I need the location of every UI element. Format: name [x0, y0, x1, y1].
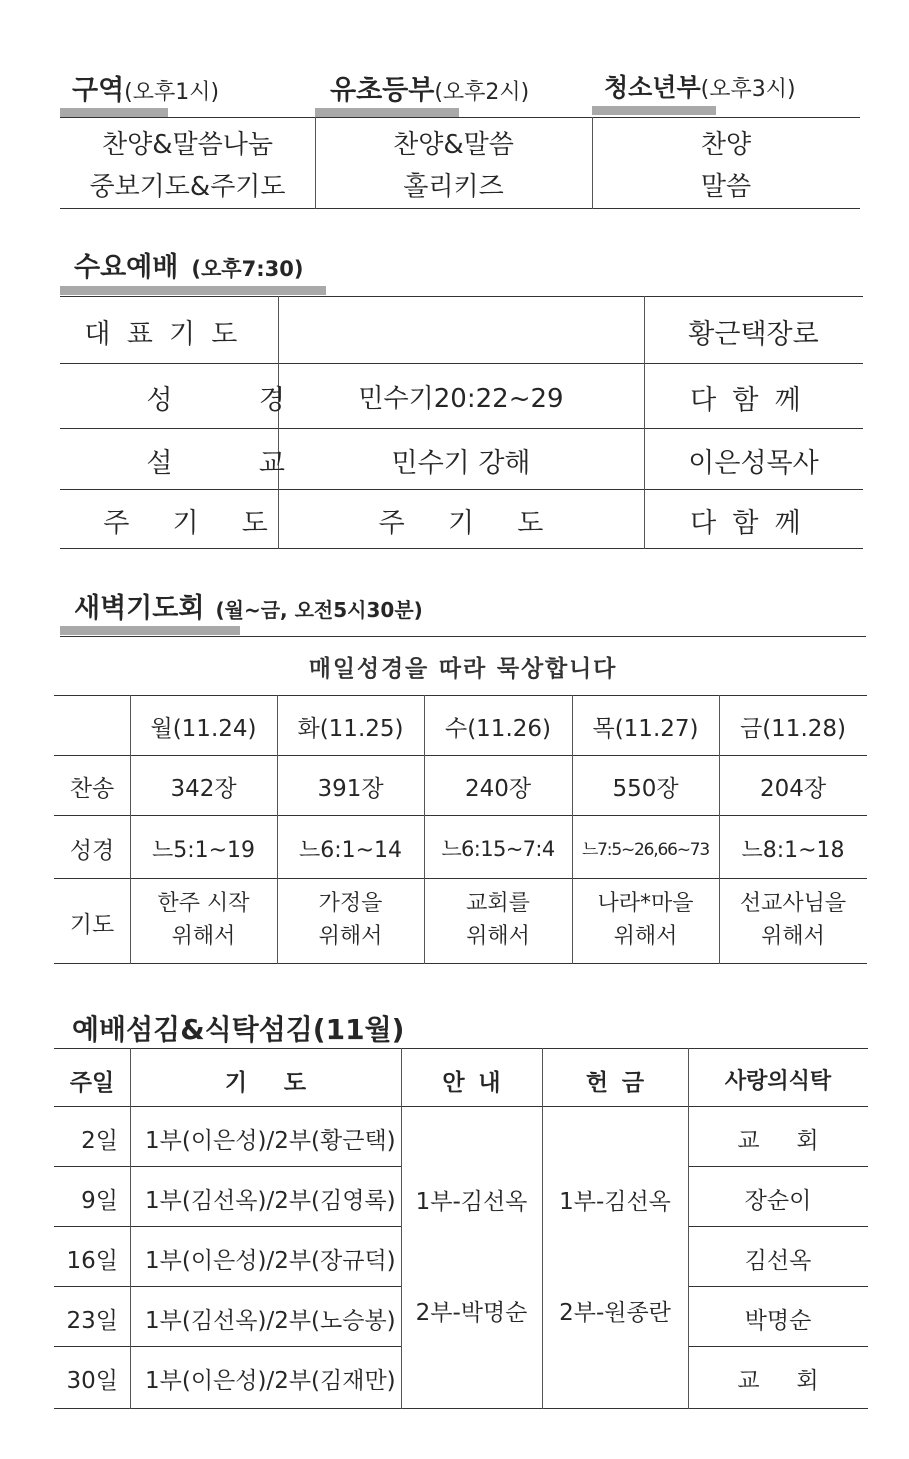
dawn-prayer-4-line-2: 위해서	[613, 924, 678, 949]
dawn-scripture-5: 느8:1~18	[741, 838, 845, 863]
group-col-2-title: 유초등부	[330, 75, 435, 106]
group-col-2-line-1: 찬양&말씀	[393, 130, 514, 160]
service-header-offering: 헌금	[585, 1070, 658, 1096]
service-header-table: 사랑의식탁	[724, 1069, 832, 1094]
dawn-prayer-1-line-1: 한주 시작	[157, 891, 250, 916]
group-col-3-time: (오후3시)	[700, 77, 796, 102]
dawn-scripture-label: 성경	[69, 838, 115, 864]
service-title: 예배섬김&식탁섬김(11월)	[72, 1013, 405, 1046]
dawn-prayer-2-line-2: 위해서	[318, 924, 383, 949]
service-week-5-prayer: 1부(이은성)/2부(김재만)	[145, 1368, 396, 1394]
service-header-date: 주일	[69, 1070, 115, 1096]
group-col-1-heading	[72, 68, 219, 107]
dawn-banner: 매일성경을 따라 묵상합니다	[308, 656, 618, 682]
dawn-day-4: 목(11.27)	[592, 716, 699, 742]
dawn-hymn-4: 550장	[612, 776, 679, 802]
service-guide-second: 2부-박명순	[415, 1300, 528, 1326]
wednesday-row-3-person: 이은성목사	[688, 448, 819, 479]
dawn-hymn-5: 204장	[759, 776, 827, 802]
wednesday-row-4-item: 주기도	[103, 508, 312, 539]
dawn-prayer-5-line-2: 위해서	[761, 924, 825, 949]
group-col-3-line-1: 찬양	[700, 130, 752, 160]
service-week-5-date: 30일	[66, 1368, 118, 1394]
service-week-4-table: 박명순	[744, 1308, 812, 1334]
group-col-3-heading	[604, 68, 796, 104]
dawn-prayer-5-line-1: 선교사님을	[739, 891, 847, 916]
wednesday-row-4-content: 주기도	[378, 508, 587, 539]
wednesday-row-3-content: 민수기 강해	[391, 448, 531, 479]
dawn-scripture-2: 느6:1~14	[298, 838, 403, 863]
dawn-prayer-1-line-2: 위해서	[171, 924, 236, 949]
service-header-guide: 안내	[442, 1070, 515, 1096]
service-week-2-table: 장순이	[744, 1188, 812, 1214]
dawn-title: 새벽기도회	[74, 593, 205, 624]
dawn-prayer-2	[277, 887, 424, 953]
wednesday-heading	[74, 245, 303, 284]
dawn-prayer-3	[424, 887, 572, 953]
wednesday-row-2-content: 민수기20:22~29	[358, 384, 564, 414]
service-offering-first: 1부-김선옥	[559, 1189, 671, 1215]
dawn-day-5: 금(11.28)	[739, 716, 846, 742]
service-week-4-date: 23일	[66, 1308, 118, 1334]
group-col-1-title: 구역	[72, 75, 125, 106]
dawn-heading	[74, 586, 423, 625]
dawn-prayer-1	[130, 887, 277, 953]
group-col-2-line-2: 홀리키즈	[403, 172, 504, 202]
wednesday-row-1-person: 황근택장로	[688, 319, 819, 350]
dawn-prayer-5	[719, 887, 867, 953]
service-week-4-prayer: 1부(김선옥)/2부(노승봉)	[145, 1308, 396, 1334]
dawn-scripture-4: 느7:5~26,66~73	[581, 840, 710, 860]
wednesday-row-2-item: 성경	[146, 385, 372, 416]
service-week-3-prayer: 1부(이은성)/2부(장규덕)	[145, 1248, 396, 1274]
wednesday-row-2-person: 다함께	[690, 385, 817, 416]
dawn-prayer-4-line-1: 나라*마을	[597, 891, 694, 916]
service-week-1-table: 교회	[737, 1128, 856, 1154]
service-offering-second: 2부-원종란	[559, 1300, 671, 1326]
service-week-2-date: 9일	[81, 1188, 118, 1214]
dawn-day-1: 월(11.24)	[150, 716, 257, 742]
dawn-prayer-2-line-1: 가정을	[318, 891, 383, 916]
dawn-time: (월~금, 오전5시30분)	[215, 598, 423, 622]
wednesday-row-3-item: 설교	[146, 448, 372, 479]
dawn-scripture-1: 느5:1~19	[151, 838, 256, 863]
group-col-1-line-2: 중보기도&주기도	[89, 172, 286, 202]
wednesday-row-4-person: 다함께	[690, 508, 817, 539]
dawn-hymn-label: 찬송	[69, 776, 115, 802]
service-week-1-prayer: 1부(이은성)/2부(황근택)	[145, 1128, 396, 1154]
group-col-2-time: (오후2시)	[434, 80, 530, 105]
group-col-3-title: 청소년부	[604, 73, 701, 102]
service-week-1-date: 2일	[81, 1128, 118, 1154]
dawn-prayer-3-line-2: 위해서	[466, 924, 530, 949]
dawn-prayer-label: 기도	[69, 912, 115, 938]
service-guide-first: 1부-김선옥	[415, 1189, 528, 1215]
service-week-3-date: 16일	[66, 1248, 118, 1274]
wednesday-row-1-item: 대표기도	[84, 319, 254, 350]
dawn-prayer-3-line-1: 교회를	[466, 891, 530, 916]
dawn-scripture-3: 느6:15~7:4	[441, 837, 555, 861]
group-col-1-line-1: 찬양&말씀나눔	[102, 130, 273, 160]
dawn-hymn-3: 240장	[464, 776, 532, 802]
dawn-hymn-2: 391장	[317, 776, 384, 802]
service-week-5-table: 교회	[737, 1368, 856, 1394]
group-col-1-time: (오후1시)	[124, 80, 220, 105]
service-week-3-table: 김선옥	[744, 1248, 812, 1274]
service-week-2-prayer: 1부(김선옥)/2부(김영록)	[145, 1188, 396, 1214]
dawn-day-3: 수(11.26)	[444, 716, 551, 742]
group-col-3-line-2: 말씀	[700, 172, 752, 202]
service-header-prayer: 기도	[224, 1070, 343, 1096]
group-col-2-heading	[330, 68, 529, 107]
dawn-hymn-1: 342장	[170, 776, 237, 802]
dawn-prayer-4	[572, 887, 719, 953]
wednesday-time: (오후7:30)	[191, 257, 304, 281]
wednesday-title: 수요예배	[74, 252, 179, 283]
dawn-day-2: 화(11.25)	[297, 716, 404, 742]
